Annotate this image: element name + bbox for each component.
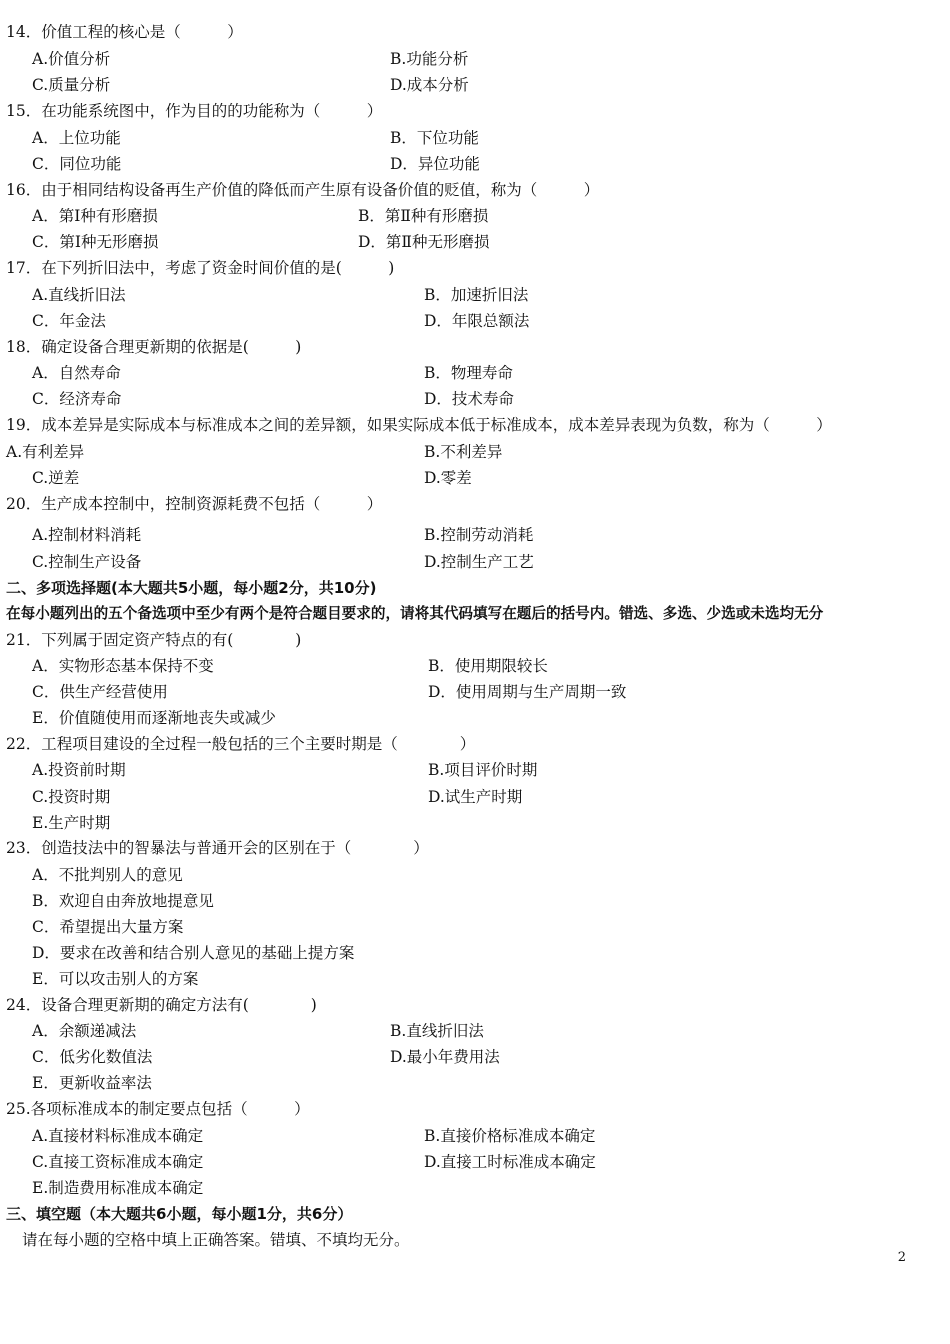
question-21-option-e: E．价值随使用而逐渐地丧失或减少 (32, 709, 276, 727)
question-22-option-e: E.生产时期 (32, 814, 111, 832)
question-23-option-a: A．不批判别人的意见 (32, 866, 183, 884)
question-16-option-a: A．第Ⅰ种有形磨损 (32, 207, 158, 225)
question-15-option-d: D．异位功能 (390, 155, 480, 173)
question-24-option-e: E．更新收益率法 (32, 1074, 152, 1092)
question-20-option-c: C.控制生产设备 (32, 553, 142, 571)
page-number: 2 (897, 1250, 906, 1265)
question-16-option-d: D．第Ⅱ种无形磨损 (358, 233, 490, 251)
question-22-option-c: C.投资时期 (32, 788, 111, 806)
question-22-option-a: A.投资前时期 (32, 761, 126, 779)
question-16-option-b: B．第Ⅱ种有形磨损 (358, 207, 489, 225)
question-24-option-c: C．低劣化数值法 (32, 1048, 153, 1066)
question-17-option-b: B．加速折旧法 (424, 286, 529, 304)
question-15-stem: 15．在功能系统图中，作为目的的功能称为（ ） (6, 102, 383, 120)
question-21-option-c: C．供生产经营使用 (32, 683, 168, 701)
question-22-option-d: D.试生产时期 (428, 788, 523, 806)
question-20-stem: 20．生产成本控制中，控制资源耗费不包括（ ） (6, 495, 383, 513)
question-17-option-c: C．年金法 (32, 312, 106, 330)
question-14-option-a: A.价值分析 (32, 50, 111, 68)
question-25-option-b: B.直接价格标准成本确定 (424, 1127, 596, 1145)
question-24-option-a: A．余额递减法 (32, 1022, 137, 1040)
question-24-option-b: B.直线折旧法 (390, 1022, 484, 1040)
question-14-stem: 14．价值工程的核心是（ ） (6, 23, 243, 41)
question-23-stem: 23．创造技法中的智暴法与普通开会的区别在于（ ） (6, 839, 429, 857)
question-17-option-d: D．年限总额法 (424, 312, 530, 330)
question-19-option-b: B.不利差异 (424, 443, 503, 461)
question-17-stem: 17．在下列折旧法中，考虑了资金时间价值的是( ) (6, 259, 395, 277)
question-23-option-b: B．欢迎自由奔放地提意见 (32, 892, 214, 910)
question-19-option-d: D.零差 (424, 469, 472, 487)
section-2-instruction: 在每小题列出的五个备选项中至少有两个是符合题目要求的，请将其代码填写在题后的括号内。错选、多选、少选或未选均无分 (6, 605, 824, 622)
question-21-option-b: B．使用期限较长 (428, 657, 548, 675)
question-18-option-a: A．自然寿命 (32, 364, 121, 382)
question-14-option-d: D.成本分析 (390, 76, 469, 94)
section-3-title: 三、填空题（本大题共6小题，每小题1分，共6分） (6, 1205, 353, 1223)
question-15-option-c: C．同位功能 (32, 155, 122, 173)
question-19-option-a: A.有利差异 (6, 443, 85, 461)
question-16-stem: 16．由于相同结构设备再生产价值的降低而产生原有设备价值的贬值，称为（ ） (6, 181, 600, 199)
section-2-title: 二、多项选择题(本大题共5小题，每小题2分，共10分) (6, 579, 377, 597)
question-25-option-d: D.直接工时标准成本确定 (424, 1153, 596, 1171)
question-22-stem: 22．工程项目建设的全过程一般包括的三个主要时期是（ ） (6, 735, 476, 753)
question-23-option-e: E．可以攻击别人的方案 (32, 970, 199, 988)
question-18-option-b: B．物理寿命 (424, 364, 513, 382)
question-15-option-b: B．下位功能 (390, 129, 479, 147)
question-14-option-c: C.质量分析 (32, 76, 111, 94)
question-18-option-d: D．技术寿命 (424, 390, 514, 408)
question-24-stem: 24．设备合理更新期的确定方法有( ) (6, 996, 317, 1014)
question-21-option-a: A．实物形态基本保持不变 (32, 657, 214, 675)
question-19-stem: 19．成本差异是实际成本与标准成本之间的差异额，如果实际成本低于标准成本，成本差异表现为负数，称为（ ） (6, 416, 832, 434)
question-21-stem: 21．下列属于固定资产特点的有( ) (6, 631, 302, 649)
question-20-option-b: B.控制劳动消耗 (424, 526, 534, 544)
question-14-option-b: B.功能分析 (390, 50, 469, 68)
question-20-option-a: A.控制材料消耗 (32, 526, 142, 544)
question-25-option-c: C.直接工资标准成本确定 (32, 1153, 204, 1171)
question-25-option-a: A.直接材料标准成本确定 (32, 1127, 204, 1145)
question-18-stem: 18．确定设备合理更新期的依据是( ) (6, 338, 302, 356)
question-22-option-b: B.项目评价时期 (428, 761, 538, 779)
question-20-option-d: D.控制生产工艺 (424, 553, 534, 571)
question-23-option-c: C．希望提出大量方案 (32, 918, 184, 936)
question-25-stem: 25.各项标准成本的制定要点包括（ ） (6, 1100, 310, 1118)
question-15-option-a: A．上位功能 (32, 129, 121, 147)
question-17-option-a: A.直线折旧法 (32, 286, 126, 304)
question-25-option-e: E.制造费用标准成本确定 (32, 1179, 204, 1197)
section-3-instruction: 请在每小题的空格中填上正确答案。错填、不填均无分。 (22, 1231, 410, 1249)
question-21-option-d: D．使用周期与生产周期一致 (428, 683, 627, 701)
question-16-option-c: C．第Ⅰ种无形磨损 (32, 233, 159, 251)
question-19-option-c: C.逆差 (32, 469, 80, 487)
question-24-option-d: D.最小年费用法 (390, 1048, 500, 1066)
question-18-option-c: C．经济寿命 (32, 390, 122, 408)
question-23-option-d: D．要求在改善和结合别人意见的基础上提方案 (32, 944, 355, 962)
